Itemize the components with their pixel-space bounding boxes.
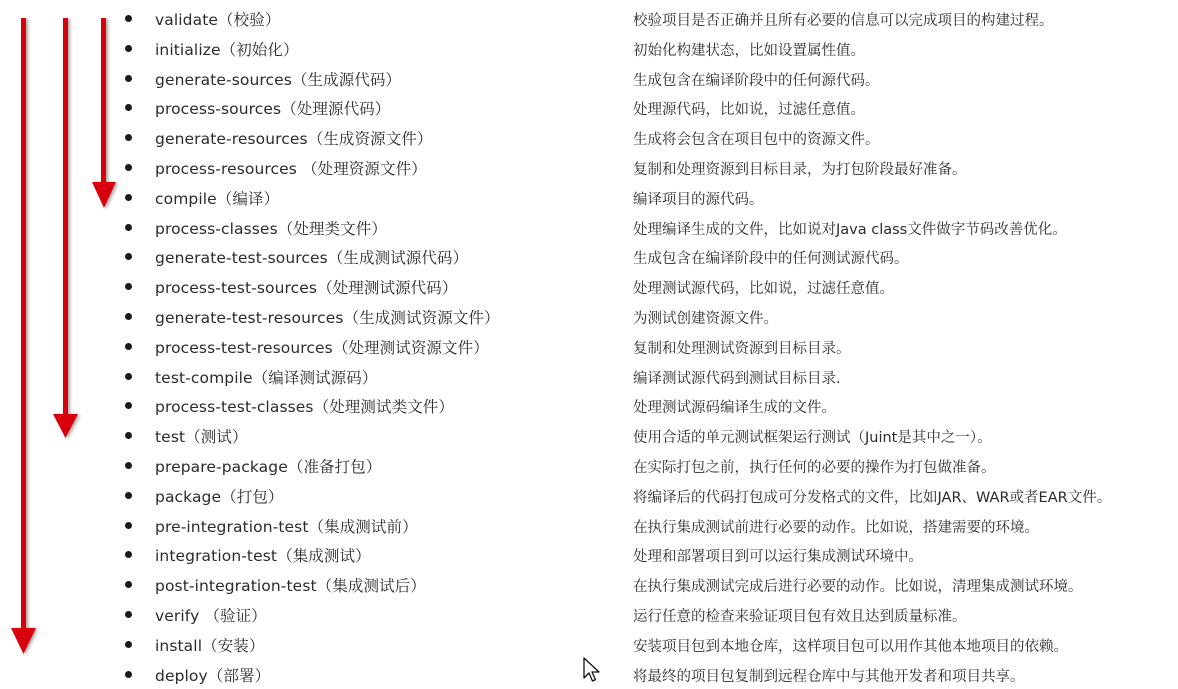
- bullet-icon: [125, 194, 132, 201]
- phase-description: 运行任意的检查来验证项目包有效且达到质量标准。: [633, 608, 967, 625]
- list-item: [0, 64, 1178, 94]
- phase-name: test-compile（编译测试源码）: [155, 368, 378, 387]
- list-item: [0, 272, 1178, 302]
- list-item: [0, 153, 1178, 183]
- phase-name: generate-sources（生成源代码）: [155, 70, 402, 89]
- list-item: [0, 600, 1178, 630]
- phase-description: 校验项目是否正确并且所有必要的信息可以完成项目的构建过程。: [633, 13, 1054, 29]
- phase-name: generate-resources（生成资源文件）: [155, 130, 433, 149]
- bullet-icon: [125, 164, 132, 171]
- list-item: [0, 242, 1178, 272]
- phase-name: verify （验证）: [155, 606, 267, 625]
- list-item: [0, 511, 1178, 541]
- phase-description: 生成包含在编译阶段中的任何测试源代码。: [633, 251, 909, 268]
- list-item: [0, 451, 1178, 481]
- list-item: [0, 481, 1178, 511]
- phase-name: test（测试）: [155, 428, 248, 447]
- phase-name: post-integration-test（集成测试后）: [155, 577, 426, 596]
- phase-name: package（打包）: [155, 487, 284, 506]
- list-item: [0, 34, 1178, 64]
- list-item: [0, 4, 1178, 34]
- list-item: [0, 421, 1178, 451]
- list-item: [0, 213, 1178, 243]
- phase-name: process-classes（处理类文件）: [155, 219, 387, 238]
- list-item: [0, 93, 1178, 123]
- bullet-icon: [125, 134, 132, 141]
- bullet-icon: [125, 671, 132, 678]
- bullet-icon: [125, 432, 132, 439]
- list-item: [0, 183, 1178, 213]
- phase-description: 处理编译生成的文件，比如说对Java class文件做字节码改善优化。: [633, 221, 1067, 238]
- bullet-icon: [125, 402, 132, 409]
- mouse-pointer-icon: [582, 656, 602, 684]
- phase-description: 初始化构建状态，比如设置属性值。: [633, 42, 865, 59]
- bullet-icon: [125, 462, 132, 469]
- phase-name: pre-integration-test（集成测试前）: [155, 517, 418, 536]
- bullet-icon: [125, 253, 132, 260]
- list-item: [0, 332, 1178, 362]
- bullet-icon: [125, 343, 132, 350]
- phase-description: 为测试创建资源文件。: [633, 310, 778, 327]
- phase-name: process-test-sources（处理测试源代码）: [155, 279, 458, 298]
- phase-name: generate-test-resources（生成测试资源文件）: [155, 308, 500, 327]
- phase-name: deploy（部署）: [155, 666, 271, 685]
- bullet-icon: [125, 224, 132, 231]
- phase-description: 处理源代码，比如说，过滤任意值。: [633, 102, 865, 119]
- phase-name: process-resources （处理资源文件）: [155, 159, 427, 178]
- list-item: [0, 362, 1178, 392]
- phase-description: 复制和处理资源到目标目录，为打包阶段最好准备。: [633, 161, 967, 178]
- list-item: [0, 123, 1178, 153]
- phase-description: 生成包含在编译阶段中的任何源代码。: [633, 72, 880, 89]
- phase-description: 处理和部署项目到可以运行集成测试环境中。: [633, 549, 923, 566]
- bullet-icon: [125, 641, 132, 648]
- bullet-icon: [125, 15, 132, 22]
- phase-description: 编译项目的源代码。: [633, 191, 764, 208]
- bullet-icon: [125, 283, 132, 290]
- phase-description: 将编译后的代码打包成可分发格式的文件，比如JAR、WAR或者EAR文件。: [633, 489, 1112, 506]
- list-item: [0, 540, 1178, 570]
- bullet-icon: [125, 45, 132, 52]
- phase-name: process-test-resources（处理测试资源文件）: [155, 338, 489, 357]
- phase-name: prepare-package（准备打包）: [155, 457, 382, 476]
- phase-description: 安装项目包到本地仓库，这样项目包可以用作其他本地项目的依赖。: [633, 638, 1068, 655]
- list-item: [0, 302, 1178, 332]
- phase-description: 处理测试源码编译生成的文件。: [633, 400, 836, 417]
- phase-name: validate（校验）: [155, 11, 281, 29]
- bullet-icon: [125, 581, 132, 588]
- bullet-icon: [125, 522, 132, 529]
- phase-name: integration-test（集成测试）: [155, 547, 371, 566]
- phase-description: 处理测试源代码，比如说，过滤任意值。: [633, 281, 894, 298]
- phase-name: generate-test-sources（生成测试源代码）: [155, 249, 469, 268]
- bullet-icon: [125, 104, 132, 111]
- phase-name: process-sources（处理源代码）: [155, 100, 391, 119]
- list-item: [0, 391, 1178, 421]
- phase-description: 在实际打包之前，执行任何的必要的操作为打包做准备。: [633, 459, 996, 476]
- phase-name: initialize（初始化）: [155, 40, 299, 59]
- lifecycle-phase-list: [0, 4, 1178, 689]
- bullet-icon: [125, 75, 132, 82]
- phase-name: compile（编译）: [155, 189, 280, 208]
- bullet-icon: [125, 611, 132, 618]
- phase-description: 使用合适的单元测试框架运行测试（Juint是其中之一）。: [633, 430, 992, 447]
- list-item: [0, 570, 1178, 600]
- bullet-icon: [125, 313, 132, 320]
- bullet-icon: [125, 551, 132, 558]
- phase-description: 在执行集成测试前进行必要的动作。比如说，搭建需要的环境。: [633, 519, 1039, 536]
- phase-description: 复制和处理测试资源到目标目录。: [633, 340, 851, 357]
- phase-name: install（安装）: [155, 636, 265, 655]
- phase-description: 生成将会包含在项目包中的资源文件。: [633, 132, 880, 149]
- phase-description: 将最终的项目包复制到远程仓库中与其他开发者和项目共享。: [633, 668, 1025, 685]
- phase-description: 在执行集成测试完成后进行必要的动作。比如说，清理集成测试环境。: [633, 579, 1083, 596]
- phase-description: 编译测试源代码到测试目标目录.: [633, 370, 841, 387]
- bullet-icon: [125, 492, 132, 499]
- bullet-icon: [125, 373, 132, 380]
- phase-name: process-test-classes（处理测试类文件）: [155, 398, 455, 417]
